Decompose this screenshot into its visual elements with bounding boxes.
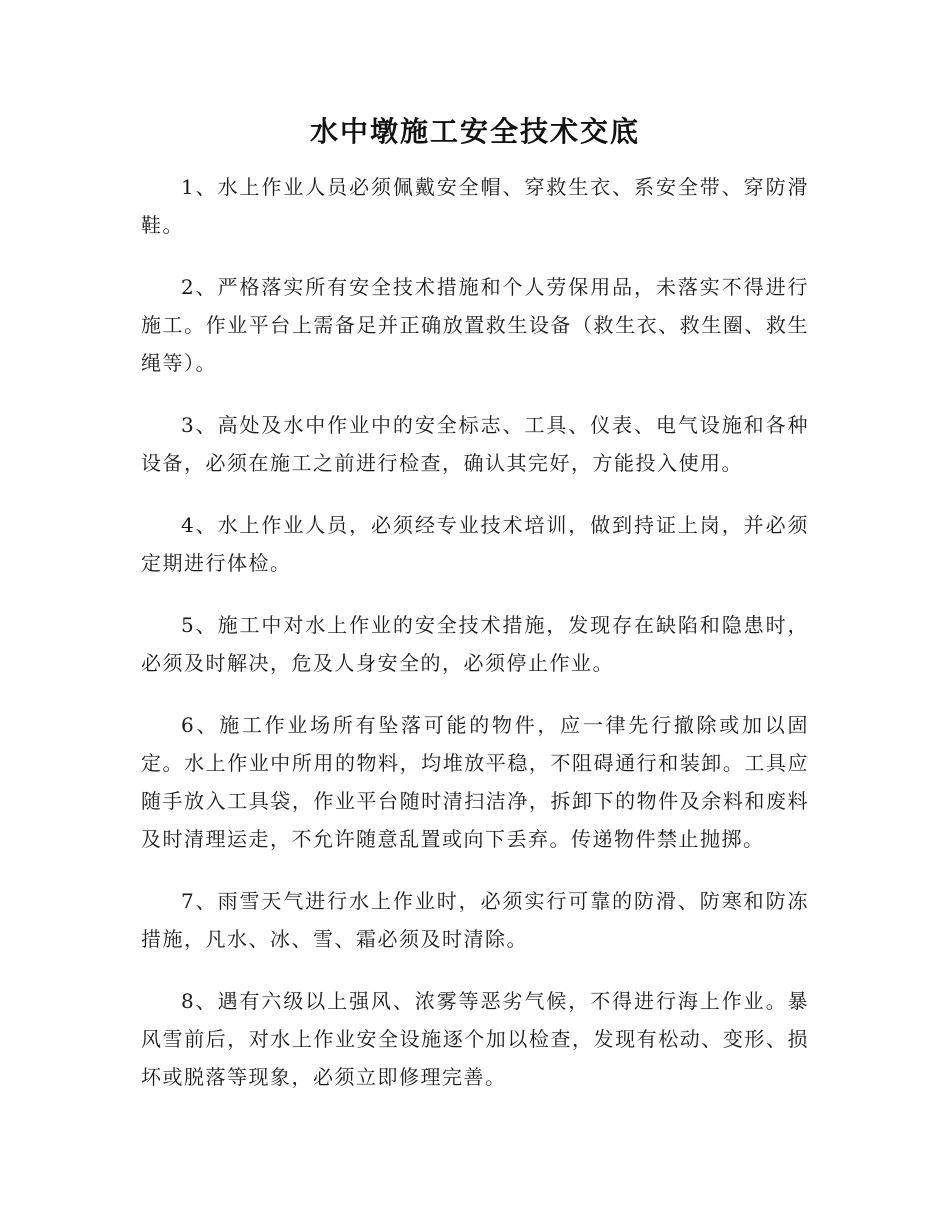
document-body [141, 168, 809, 1120]
paragraph-3: 3、高处及水中作业中的安全标志、工具、仪表、电气设施和各种设备，必须在施工之前进行检查，确认其完好，方能投入使用。 [141, 413, 809, 475]
paragraph-8: 8、遇有六级以上强风、浓雾等恶劣气候，不得进行海上作业。暴风雪前后，对水上作业安全设施逐个加以检查，发现有松动、变形、损坏或脱落等现象，必须立即修理完善。 [141, 989, 809, 1089]
paragraph-7: 7、雨雪天气进行水上作业时，必须实行可靠的防滑、防寒和防冻措施，凡水、冰、雪、霜必须及时清除。 [141, 889, 809, 951]
paragraph-2: 2、严格落实所有安全技术措施和个人劳保用品，未落实不得进行施工。作业平台上需备足并正确放置救生设备（救生衣、救生圈、救生绳等）。 [141, 275, 809, 375]
paragraph-1: 1、水上作业人员必须佩戴安全帽、穿救生衣、系安全带、穿防滑鞋。 [141, 175, 809, 237]
paragraph-4: 4、水上作业人员，必须经专业技术培训，做到持证上岗，并必须定期进行体检。 [141, 513, 809, 575]
paragraph-5: 5、施工中对水上作业的安全技术措施，发现存在缺陷和隐患时，必须及时解决，危及人身安全的，必须停止作业。 [141, 613, 809, 675]
document-title: 水中墩施工安全技术交底 [309, 115, 640, 148]
paragraph-6: 6、施工作业场所有坠落可能的物件，应一律先行撤除或加以固定。水上作业中所用的物料，均堆放平稳，不阻碍通行和装卸。工具应随手放入工具袋，作业平台随时清扫洁净，拆卸下的物件及余料和废料及时清理运走，不允许随意乱置或向下丢弃。传递物件禁止抛掷。 [141, 713, 809, 851]
